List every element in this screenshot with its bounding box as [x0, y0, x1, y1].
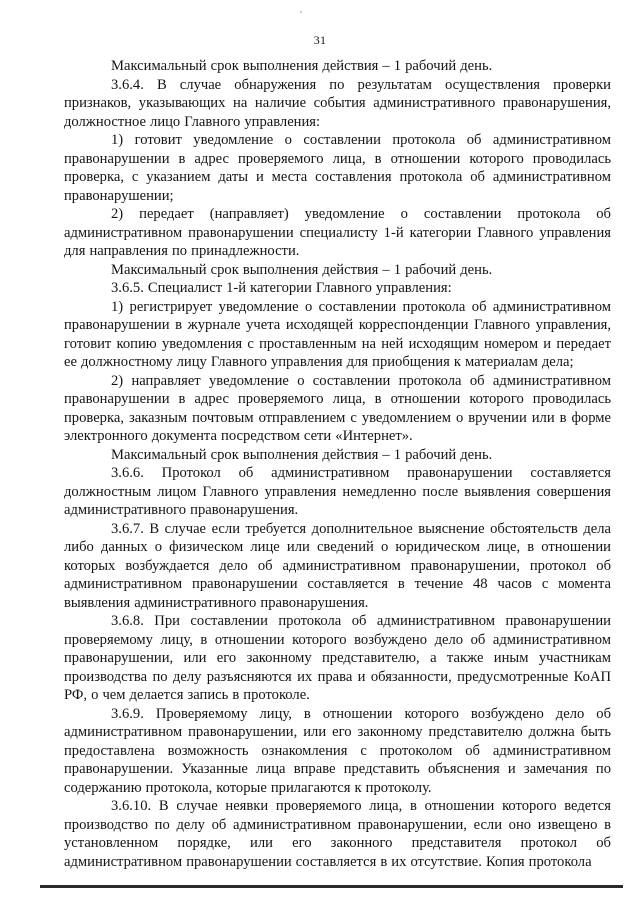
footer-rule [40, 885, 623, 888]
paragraph-max-time-2: Максимальный срок выполнения действия – 1 рабочий день. [111, 261, 493, 278]
paragraph-3-6-5-item-2: 2) направляет уведомление о составлении протокола об административном правонарушении в адрес проверяемого лица, в отношении которого проводилась проверка, заказным почтовым отправлением с уведомлением о вручении или в форме электронного документа посредством сети «Интернет». [64, 372, 611, 444]
paragraph-3-6-5: 3.6.5. Специалист 1-й категории Главного управления: [111, 280, 452, 296]
document-body [64, 57, 611, 871]
paragraph-max-time-1: Максимальный срок выполнения действия – 1 рабочий день. [111, 58, 493, 74]
paragraph-3-6-5-item-1: 1) регистрирует уведомление о составлении протокола об административном правонарушении в журнале учета исходящей корреспонденции Главного управления, готовит копию уведомления с проставленным на ней исходящим номером и передает ее должностному лицу Главного управления для приобщения к материалам дела; [64, 298, 611, 370]
paragraph-3-6-8: 3.6.8. При составлении протокола об административном правонарушении проверяемому лицу, в отношении которого возбуждено дело об административном правонарушении, или его законному представителю, а также иным участникам производства по делу разъясняются их права и обязанности, предусмотренные КоАП РФ, о чем делается запись в протоколе. [64, 613, 611, 703]
paragraph-3-6-4: 3.6.4. В случае обнаружения по результатам осуществления проверки признаков, указывающих на наличие события административного правонарушения, должностное лицо Главного управления: [64, 76, 611, 130]
paragraph-3-6-6: 3.6.6. Протокол об административном правонарушении составляется должностным лицом Главного управления немедленно после выявления совершения административного правонарушения. [64, 465, 611, 518]
paragraph-3-6-4-item-1: 1) готовит уведомление о составлении протокола об административном правонарушении в адрес проверяемого лица, в отношении которого проводилась проверка, с указанием даты и места составления протокола об административном правонарушении; [64, 132, 611, 204]
paragraph-3-6-4-item-2: 2) передает (направляет) уведомление о составлении протокола об административном правонарушении специалисту 1-й категории Главного управления для направления по принадлежности. [64, 206, 611, 259]
scan-speck [300, 11, 302, 13]
page-number: 31 [313, 33, 327, 47]
paragraph-3-6-9: 3.6.9. Проверяемому лицу, в отношении которого возбуждено дело об административном правонарушении, или его законному представителю должна быть предоставлена возможность ознакомления с протоколом об административном правонарушении. Указанные лица вправе представить объяснения и замечания по содержанию протокола, которые прилагаются к протоколу. [64, 705, 611, 796]
paragraph-3-6-7: 3.6.7. В случае если требуется дополнительное выяснение обстоятельств дела либо данных о физическом лице или сведений о юридическом лице, в отношении которых возбуждается дело об административном правонарушении, протокол об административном правонарушении составляется в течение 48 часов с момента выявления административного правонарушения. [64, 520, 611, 611]
paragraph-max-time-3: Максимальный срок выполнения действия – 1 рабочий день. [111, 446, 493, 463]
paragraph-3-6-10: 3.6.10. В случае неявки проверяемого лица, в отношении которого ведется производство по делу об административном правонарушении, если оно извещено в установленном порядке, или его законного представителя протокол об административном правонарушении составляется в их отсутствие. Копия протокола [64, 798, 611, 870]
